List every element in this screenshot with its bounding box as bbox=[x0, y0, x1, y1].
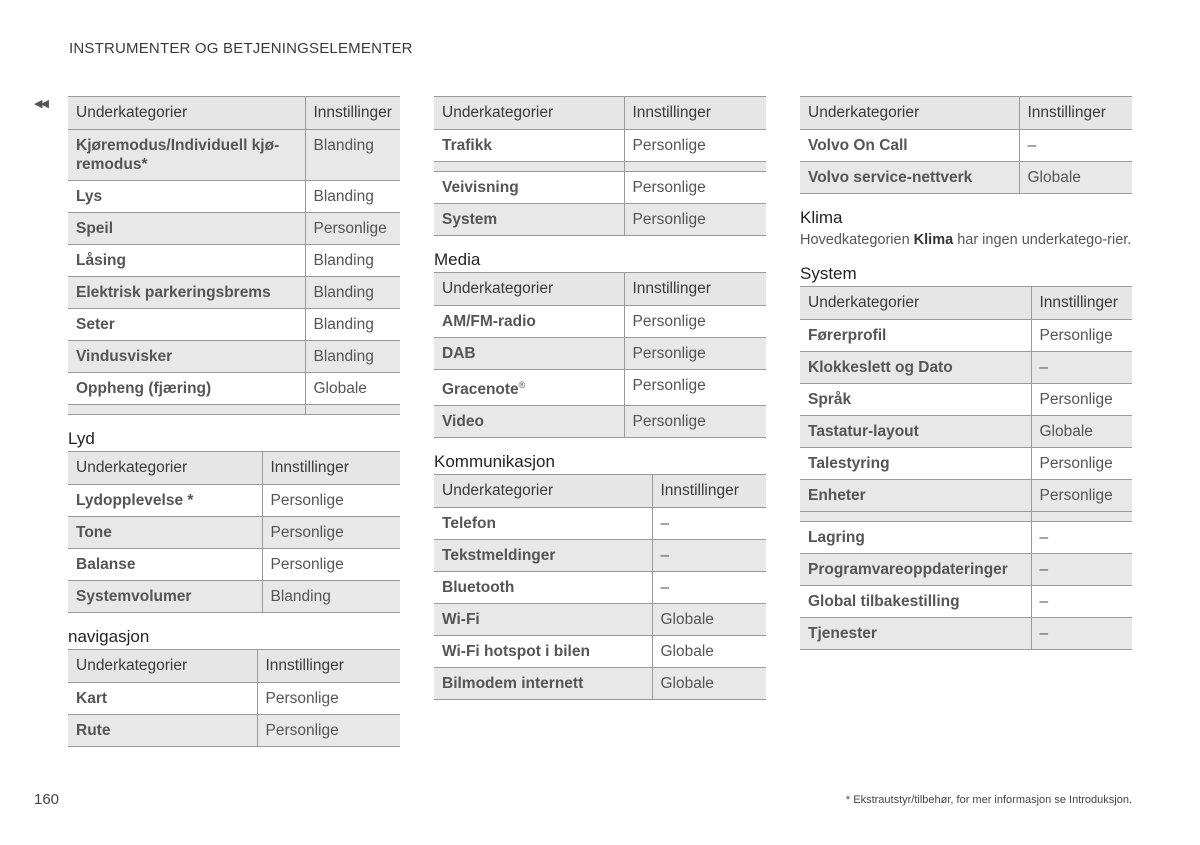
column-1 bbox=[68, 96, 400, 747]
subcategory-cell: Bluetooth bbox=[434, 572, 652, 604]
subcategory-cell: Global tilbakestilling bbox=[800, 586, 1031, 618]
section-title-navigasjon: navigasjon bbox=[68, 627, 150, 646]
table-row bbox=[800, 384, 1132, 416]
table-row bbox=[434, 508, 766, 540]
subcategory-cell: Lydopplevelse * bbox=[68, 485, 262, 517]
subcategory-cell: Klokkeslett og Dato bbox=[800, 352, 1031, 384]
table-row bbox=[68, 549, 400, 581]
settings-table-general bbox=[68, 96, 400, 415]
section-title-lyd: Lyd bbox=[68, 429, 95, 448]
setting-cell: – bbox=[652, 508, 766, 540]
setting-cell: – bbox=[1031, 554, 1132, 586]
setting-cell: Personlige bbox=[624, 130, 766, 162]
column-2 bbox=[434, 96, 766, 700]
setting-cell: Personlige bbox=[1031, 480, 1132, 512]
table-row bbox=[68, 373, 400, 405]
column-header-subcategories: Underkategorier bbox=[800, 97, 1019, 130]
table-spacer-row bbox=[68, 405, 400, 415]
table-row bbox=[800, 618, 1132, 650]
table-row bbox=[68, 517, 400, 549]
setting-cell: Globale bbox=[1019, 162, 1132, 194]
subcategory-cell: System bbox=[434, 204, 624, 236]
setting-cell: – bbox=[1031, 522, 1132, 554]
setting-cell: Blanding bbox=[305, 181, 400, 213]
settings-table-media bbox=[434, 272, 766, 438]
column-header-settings: Innstillinger bbox=[1031, 287, 1132, 320]
spacer-cell bbox=[434, 162, 624, 172]
column-header-settings: Innstillinger bbox=[1019, 97, 1132, 130]
table-row bbox=[800, 416, 1132, 448]
column-header-subcategories: Underkategorier bbox=[434, 273, 624, 306]
subcategory-cell: Rute bbox=[68, 715, 257, 747]
table-spacer-row bbox=[434, 162, 766, 172]
table-row bbox=[800, 320, 1132, 352]
table-row bbox=[68, 341, 400, 373]
table-row bbox=[434, 306, 766, 338]
setting-cell: Personlige bbox=[257, 715, 400, 747]
section-title-klima: Klima bbox=[800, 208, 843, 227]
column-header-settings: Innstillinger bbox=[262, 452, 400, 485]
setting-cell: – bbox=[652, 540, 766, 572]
subcategory-cell: Førerprofil bbox=[800, 320, 1031, 352]
subcategory-cell: Språk bbox=[800, 384, 1031, 416]
subcategory-cell: Seter bbox=[68, 309, 305, 341]
subcategory-cell: Vindusvisker bbox=[68, 341, 305, 373]
table-row bbox=[434, 636, 766, 668]
subcategory-cell: Video bbox=[434, 406, 624, 438]
page-number: 160 bbox=[34, 791, 60, 808]
table-row bbox=[800, 586, 1132, 618]
table-row bbox=[434, 370, 766, 406]
column-header-subcategories: Underkategorier bbox=[68, 97, 305, 130]
setting-cell: Blanding bbox=[305, 341, 400, 373]
setting-cell: Globale bbox=[305, 373, 400, 405]
subcategory-cell: Talestyring bbox=[800, 448, 1031, 480]
table-row bbox=[68, 277, 400, 309]
table-header-row bbox=[68, 452, 400, 485]
settings-table-kommunikasjon bbox=[434, 474, 766, 700]
setting-cell: Personlige bbox=[624, 406, 766, 438]
klima-text-bold: Klima bbox=[913, 232, 954, 248]
table-header-row bbox=[434, 475, 766, 508]
subcategory-cell: Balanse bbox=[68, 549, 262, 581]
table-row bbox=[68, 309, 400, 341]
setting-cell: Personlige bbox=[262, 517, 400, 549]
setting-cell: Personlige bbox=[262, 485, 400, 517]
subcategory-cell: Veivisning bbox=[434, 172, 624, 204]
subcategory-cell: Volvo On Call bbox=[800, 130, 1019, 162]
table-spacer-row bbox=[800, 512, 1132, 522]
table-header-row bbox=[68, 97, 400, 130]
subcategory-cell: Oppheng (fjæring) bbox=[68, 373, 305, 405]
subcategory-cell: Tone bbox=[68, 517, 262, 549]
klima-text-after: har ingen underkatego-rier. bbox=[953, 232, 1132, 248]
setting-cell: Personlige bbox=[624, 338, 766, 370]
column-header-subcategories: Underkategorier bbox=[68, 452, 262, 485]
table-row bbox=[434, 338, 766, 370]
table-row bbox=[800, 352, 1132, 384]
setting-cell: Personlige bbox=[305, 213, 400, 245]
table-row bbox=[68, 581, 400, 613]
table-row bbox=[68, 130, 400, 181]
setting-cell: Globale bbox=[652, 604, 766, 636]
back-arrows-icon[interactable]: ◀◀ bbox=[34, 98, 47, 110]
setting-cell: – bbox=[1031, 618, 1132, 650]
setting-cell: Personlige bbox=[257, 683, 400, 715]
table-row bbox=[800, 522, 1132, 554]
section-title-system: System bbox=[800, 264, 857, 283]
subcategory-cell: Tekstmeldinger bbox=[434, 540, 652, 572]
setting-cell: Globale bbox=[1031, 416, 1132, 448]
subcategory-cell: Lagring bbox=[800, 522, 1031, 554]
setting-cell: Globale bbox=[652, 636, 766, 668]
setting-cell: – bbox=[1031, 586, 1132, 618]
column-header-settings: Innstillinger bbox=[624, 97, 766, 130]
table-header-row bbox=[800, 97, 1132, 130]
subcategory-cell: Wi-Fi bbox=[434, 604, 652, 636]
setting-cell: – bbox=[652, 572, 766, 604]
column-header-subcategories: Underkategorier bbox=[68, 650, 257, 683]
table-row bbox=[800, 480, 1132, 512]
spacer-cell bbox=[624, 162, 766, 172]
table-row bbox=[68, 213, 400, 245]
setting-cell: Personlige bbox=[624, 370, 766, 406]
section-title-kommunikasjon: Kommunikasjon bbox=[434, 452, 555, 472]
table-row bbox=[800, 162, 1132, 194]
table-row bbox=[800, 130, 1132, 162]
table-row bbox=[800, 448, 1132, 480]
footnote: * Ekstrautstyr/tilbehør, for mer informasjon se Introduksjon. bbox=[845, 794, 1132, 806]
table-header-row bbox=[800, 287, 1132, 320]
table-row bbox=[800, 554, 1132, 586]
subcategory-cell: Programvareoppdateringer bbox=[800, 554, 1031, 586]
table-row bbox=[434, 540, 766, 572]
table-header-row bbox=[434, 273, 766, 306]
spacer-cell bbox=[305, 405, 400, 415]
settings-table-navigasjon bbox=[68, 649, 400, 747]
subcategory-cell: Wi-Fi hotspot i bilen bbox=[434, 636, 652, 668]
table-row bbox=[434, 604, 766, 636]
spacer-cell bbox=[1031, 512, 1132, 522]
settings-table-lyd bbox=[68, 451, 400, 613]
table-row bbox=[68, 715, 400, 747]
subcategory-cell: Enheter bbox=[800, 480, 1031, 512]
column-header-subcategories: Underkategorier bbox=[434, 475, 652, 508]
subcategory-cell: Tastatur-layout bbox=[800, 416, 1031, 448]
table-row bbox=[434, 572, 766, 604]
settings-table-connected-services bbox=[800, 96, 1132, 194]
subcategory-cell: Elektrisk parkeringsbrems bbox=[68, 277, 305, 309]
spacer-cell bbox=[68, 405, 305, 415]
setting-cell: Personlige bbox=[624, 204, 766, 236]
setting-cell: Personlige bbox=[1031, 384, 1132, 416]
setting-cell: Blanding bbox=[305, 277, 400, 309]
subcategory-cell: AM/FM-radio bbox=[434, 306, 624, 338]
subcategory-cell: Trafikk bbox=[434, 130, 624, 162]
setting-cell: Personlige bbox=[624, 172, 766, 204]
subcategory-label: Gracenote bbox=[442, 381, 519, 399]
subcategory-cell: Kjøremodus/Individuell kjø-remodus* bbox=[68, 130, 305, 181]
table-row bbox=[434, 668, 766, 700]
table-row bbox=[434, 172, 766, 204]
subcategory-cell: Speil bbox=[68, 213, 305, 245]
column-header-settings: Innstillinger bbox=[652, 475, 766, 508]
setting-cell: Personlige bbox=[262, 549, 400, 581]
setting-cell: – bbox=[1031, 352, 1132, 384]
table-row bbox=[434, 204, 766, 236]
setting-cell: Globale bbox=[652, 668, 766, 700]
setting-cell: Blanding bbox=[305, 130, 400, 181]
subcategory-cell: Systemvolumer bbox=[68, 581, 262, 613]
klima-text-before: Hovedkategorien bbox=[800, 232, 914, 248]
setting-cell: Blanding bbox=[262, 581, 400, 613]
column-header-subcategories: Underkategorier bbox=[434, 97, 624, 130]
table-row bbox=[68, 245, 400, 277]
table-row bbox=[434, 406, 766, 438]
table-row bbox=[434, 130, 766, 162]
registered-mark: ® bbox=[518, 380, 526, 390]
setting-cell: Personlige bbox=[1031, 448, 1132, 480]
table-row bbox=[68, 181, 400, 213]
setting-cell: Personlige bbox=[624, 306, 766, 338]
table-header-row bbox=[434, 97, 766, 130]
subcategory-cell: Volvo service-nettverk bbox=[800, 162, 1019, 194]
setting-cell: Blanding bbox=[305, 245, 400, 277]
subcategory-cell: DAB bbox=[434, 338, 624, 370]
setting-cell: Blanding bbox=[305, 309, 400, 341]
subcategory-cell: Bilmodem internett bbox=[434, 668, 652, 700]
spacer-cell bbox=[800, 512, 1031, 522]
setting-cell: – bbox=[1019, 130, 1132, 162]
subcategory-cell: Telefon bbox=[434, 508, 652, 540]
table-row bbox=[68, 485, 400, 517]
subcategory-cell bbox=[434, 370, 624, 406]
section-title-media: Media bbox=[434, 250, 481, 269]
table-header-row bbox=[68, 650, 400, 683]
subcategory-cell: Låsing bbox=[68, 245, 305, 277]
klima-description bbox=[800, 230, 1132, 250]
settings-table-navigation-continued bbox=[434, 96, 766, 236]
setting-cell: Personlige bbox=[1031, 320, 1132, 352]
column-header-settings: Innstillinger bbox=[257, 650, 400, 683]
column-3 bbox=[800, 96, 1132, 650]
settings-table-system bbox=[800, 286, 1132, 650]
column-header-subcategories: Underkategorier bbox=[800, 287, 1031, 320]
subcategory-cell: Kart bbox=[68, 683, 257, 715]
page-header-title: INSTRUMENTER OG BETJENINGSELEMENTER bbox=[69, 40, 413, 57]
subcategory-cell: Lys bbox=[68, 181, 305, 213]
column-header-settings: Innstillinger bbox=[305, 97, 400, 130]
table-row bbox=[68, 683, 400, 715]
subcategory-cell: Tjenester bbox=[800, 618, 1031, 650]
column-header-settings: Innstillinger bbox=[624, 273, 766, 306]
